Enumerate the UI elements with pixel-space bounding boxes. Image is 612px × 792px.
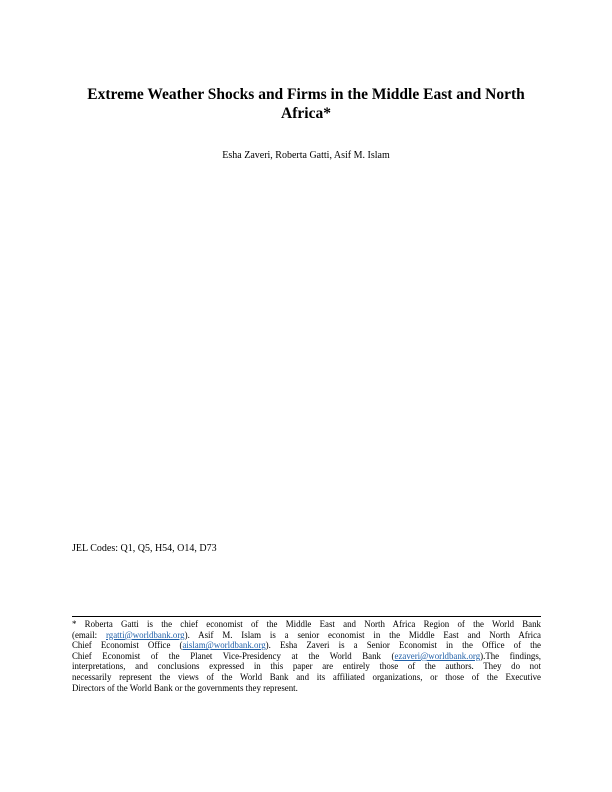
footnote-line: Chief Economist of the Planet Vice-Presidency at the World Bank (ezaveri@worldbank.org).The findings, — [72, 650, 541, 661]
jel-codes: JEL Codes: Q1, Q5, H54, O14, D73 — [72, 543, 217, 554]
email-link-zaveri[interactable]: ezaveri@worldbank.org — [394, 650, 481, 661]
footnote-line: Chief Economist Office (aislam@worldbank.org). Esha Zaveri is a Senior Economist in the Office of the — [72, 640, 541, 651]
footnote-line: * Roberta Gatti is the chief economist of the Middle East and North Africa Region of the World Bank — [72, 619, 541, 629]
footnote — [72, 619, 541, 693]
author-list: Esha Zaveri, Roberta Gatti, Asif M. Islam — [222, 150, 390, 161]
paper-title — [72, 85, 540, 123]
footnote-line: (email: rgatti@worldbank.org). Asif M. Islam is a senior economist in the Middle East and North Africa — [72, 629, 541, 640]
title-line-1: Extreme Weather Shocks and Firms in the Middle East and North — [87, 86, 525, 103]
footnote-line: Directors of the World Bank or the governments they represent. — [72, 682, 298, 693]
footnote-line: interpretations, and conclusions expressed in this paper are entirely those of the authors. They do not — [72, 661, 541, 672]
email-link-gatti[interactable]: rgatti@worldbank.org — [106, 629, 185, 640]
footnote-line: necessarily represent the views of the World Bank and its affiliated organizations, or those of the Executive — [72, 671, 541, 682]
footnote-divider — [72, 616, 541, 617]
email-link-islam[interactable]: aislam@worldbank.org — [182, 640, 266, 651]
title-line-2: Africa* — [281, 105, 331, 122]
